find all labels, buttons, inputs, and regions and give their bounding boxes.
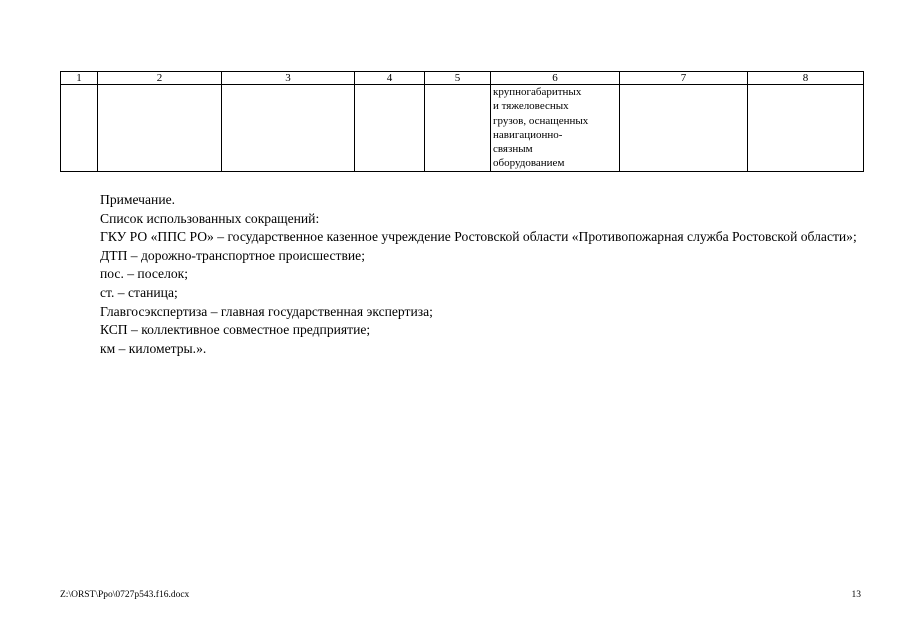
table-cell-8 — [748, 85, 864, 172]
table-cell-6 — [491, 85, 620, 172]
note-title: Примечание. — [100, 192, 176, 207]
table-header-row — [61, 72, 864, 85]
column-header-8: 8 — [748, 72, 864, 85]
cell-text-line: связным — [493, 143, 533, 156]
cell-text-line: и тяжеловесных — [493, 100, 569, 113]
table-row — [61, 85, 864, 172]
abbreviation-item: км – километры.». — [100, 340, 207, 356]
table-cell-1 — [61, 85, 98, 172]
abbreviation-item: ст. – станица; — [100, 284, 178, 300]
table-cell-2 — [98, 85, 222, 172]
abbreviation-item: ДТП – дорожно-транспортное происшествие; — [100, 247, 365, 263]
page-number: 13 — [851, 590, 861, 600]
notes-section — [60, 191, 860, 358]
cell-text-line: оборудованием — [493, 157, 565, 170]
cell-text-line: грузов, оснащенных — [493, 114, 589, 127]
abbreviations-heading: Список использованных сокращений: — [100, 210, 320, 226]
footer-file-path: Z:\ORST\Ppo\0727p543.f16.docx — [60, 590, 190, 600]
data-table — [60, 71, 864, 172]
column-header-2: 2 — [98, 72, 222, 85]
abbreviation-item: ГКУ РО «ППС РО» – государственное казенное учреждение Ростовской области «Противопожарная служба Ростовской области»; — [100, 229, 857, 245]
abbreviation-item: КСП – коллективное совместное предприятие; — [100, 322, 371, 338]
column-header-6: 6 — [491, 72, 620, 85]
column-header-7: 7 — [620, 72, 748, 85]
cell-text-line: навигационно- — [493, 128, 563, 141]
column-header-4: 4 — [355, 72, 425, 85]
column-header-5: 5 — [425, 72, 491, 85]
cell-text-line: крупногабаритных — [493, 86, 582, 98]
column-header-3: 3 — [222, 72, 355, 85]
table-cell-5 — [425, 85, 491, 172]
column-header-1: 1 — [61, 72, 98, 85]
abbreviation-item: Главгосэкспертиза – главная государственная экспертиза; — [100, 303, 433, 319]
table-cell-4 — [355, 85, 425, 172]
abbreviation-item: пос. – поселок; — [100, 266, 189, 282]
table-cell-7 — [620, 85, 748, 172]
table-cell-3 — [222, 85, 355, 172]
